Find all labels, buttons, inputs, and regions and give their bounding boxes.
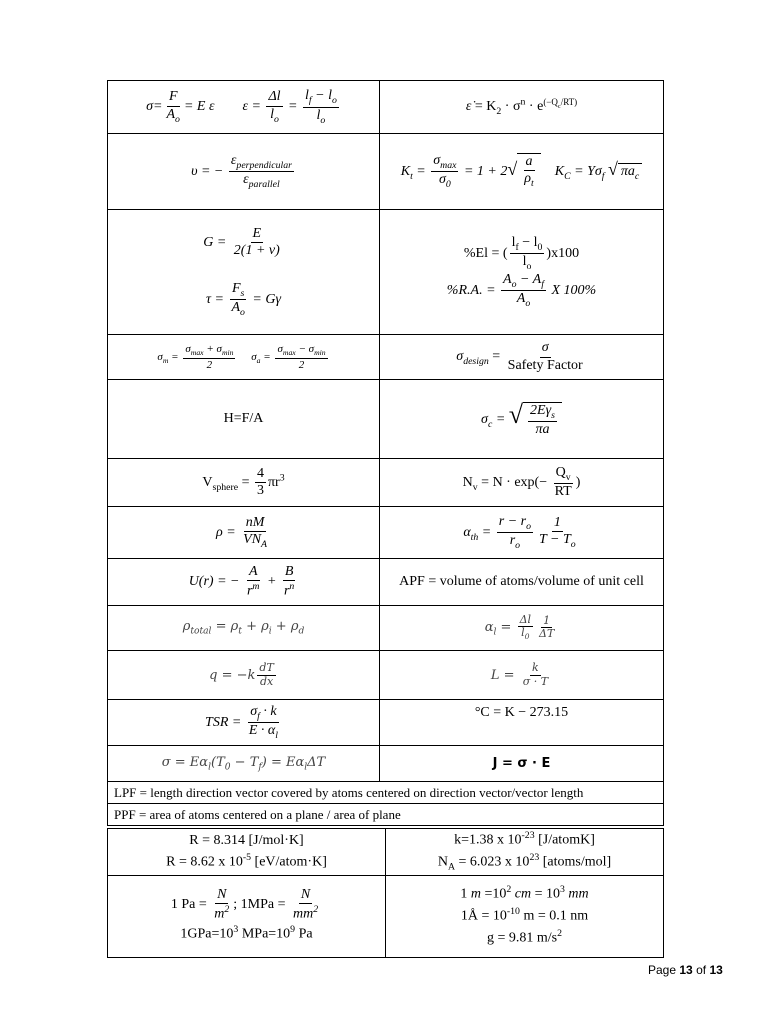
table-row bbox=[108, 335, 664, 380]
density-formula: ρ = $\frac{nM}{VN_A}$ bbox=[215, 514, 268, 550]
formula-cell bbox=[380, 700, 664, 746]
avogadro-number: $N_A = 6.023$ x $10^{23}$ [atoms/mol] bbox=[437, 851, 612, 873]
formula-cell bbox=[380, 81, 664, 134]
gpa-conversion: $1GPa=10^3$ $MPa=10^9$ Pa bbox=[180, 924, 313, 942]
formula-cell bbox=[108, 700, 380, 746]
celsius-kelvin-formula: °C = K − 273.15 bbox=[474, 705, 569, 720]
hardness-formula: H=F/A bbox=[223, 411, 264, 426]
current-density-formula: J = σ · E bbox=[492, 755, 551, 771]
formula-cell bbox=[380, 459, 664, 507]
formula-cell bbox=[380, 746, 664, 782]
table-row bbox=[108, 380, 664, 459]
vacancy-formula: $N_v = N \cdot \exp(-$ $\frac{Q_v}{RT}$ ) bbox=[462, 464, 581, 499]
design-stress-formula: $\sigma_{design}$ = $\frac{\sigma}{\text{Safety Factor}}$ bbox=[456, 340, 583, 373]
formula-cell bbox=[108, 210, 380, 335]
stress-strain-formula: σ= $\frac{F}{A_o}$ = E ε ε = $\frac{\Delta l}{l_o}$ = $\frac{l_f - l_o}{l_o}$ bbox=[146, 88, 337, 126]
table-row bbox=[108, 507, 664, 559]
thermal-expansion-formula: $\alpha_{th}$ = $\frac{r - r_o}{r_o}$ $\frac{1}{T - T_o}$ bbox=[463, 513, 576, 551]
table-row bbox=[108, 81, 664, 134]
potential-energy-formula: U(r) = − $\frac{A}{r^m}$ + $\frac{B}{r^n}$ bbox=[188, 564, 295, 599]
formula-sheet bbox=[107, 80, 661, 958]
formula-cell bbox=[380, 606, 664, 651]
table-row bbox=[108, 804, 664, 826]
boltzmann-constant: k=1.38 x $10^{-23}$ [J/atomK] bbox=[454, 830, 595, 848]
formula-cell bbox=[380, 380, 664, 459]
formula-table bbox=[107, 80, 664, 826]
formula-cell bbox=[380, 335, 664, 380]
gravity-constant: g = 9.81 $m/s^2$ bbox=[486, 928, 563, 946]
lpf-definition: LPF = length direction vector covered by atoms centered on direction vector/vector length bbox=[108, 782, 664, 804]
table-row bbox=[108, 700, 664, 746]
formula-cell bbox=[108, 380, 380, 459]
thermal-stress-formula: $\sigma = E\alpha_l(T_0 - T_f) = E\alpha_l\Delta T$ bbox=[161, 754, 326, 773]
formula-cell bbox=[380, 507, 664, 559]
table-row bbox=[108, 559, 664, 606]
formula-cell bbox=[108, 651, 380, 700]
formula-cell bbox=[380, 210, 664, 335]
formula-cell bbox=[108, 134, 380, 210]
sphere-volume-formula: $V_{sphere}$ = $\frac{4}{3}$ $\pi r^3$ bbox=[202, 465, 285, 498]
meter-conversion: 1 $m =10^2$ cm = $10^3$ mm bbox=[460, 884, 589, 902]
formula-cell bbox=[380, 134, 664, 210]
table-row bbox=[108, 782, 664, 804]
apf-formula: APF = volume of atoms/volume of unit cell bbox=[399, 574, 644, 589]
poisson-formula: υ = − $\frac{\varepsilon_{perpendicular}}{\varepsilon_{parallel}}$ bbox=[191, 152, 292, 190]
table-row bbox=[108, 210, 664, 335]
table-row bbox=[108, 134, 664, 210]
table-row bbox=[108, 459, 664, 507]
formula-cell bbox=[108, 746, 380, 782]
table-row bbox=[108, 746, 664, 782]
formula-cell bbox=[108, 81, 380, 134]
formula-cell bbox=[380, 559, 664, 606]
formula-cell bbox=[108, 459, 380, 507]
resistivity-formula: $\rho_{total} = \rho_t + \rho_i + \rho_d$ bbox=[182, 619, 305, 637]
page-number: Page 13 of 13 bbox=[648, 963, 723, 977]
constants-cell bbox=[386, 875, 664, 957]
constants-cell bbox=[108, 829, 386, 876]
constants-table bbox=[107, 828, 664, 958]
formula-cell bbox=[108, 606, 380, 651]
formula-cell bbox=[108, 559, 380, 606]
table-row bbox=[108, 651, 664, 700]
creep-rate-formula: ε̇ = $K_2 \cdot \sigma^n \cdot e^{(-Q_c/RT)}$ bbox=[465, 96, 578, 118]
table-row bbox=[108, 875, 664, 957]
table-row bbox=[108, 829, 664, 876]
heat-flux-formula: q = −k $\frac{dT}{dx}$ bbox=[209, 660, 274, 688]
pascal-conversion: 1 Pa = $\frac{N}{m^2}$ ; 1MPa = $\frac{N}{mm^2}$ bbox=[170, 887, 319, 922]
constants-cell bbox=[108, 875, 386, 957]
lorenz-formula: L = $\frac{k}{\sigma \cdot T}$ bbox=[490, 660, 549, 688]
elongation-formula: %El = ( $\frac{l_f - l_0}{l_o}$ )x100 bbox=[463, 234, 580, 272]
reduction-area-formula: %R.A. = $\frac{A_o - A_f}{A_o}$ X 100% bbox=[446, 272, 597, 309]
gas-constant-ev: R = 8.62 x $10^{-5}$ [eV/atom·K] bbox=[166, 851, 327, 870]
table-row bbox=[108, 606, 664, 651]
linear-expansion-formula: $\alpha_l$ = $\frac{\Delta l}{l_0}$ $\frac{1}{\Delta T}$ bbox=[484, 612, 555, 642]
griffith-formula: $\sigma_c$ = √ $\frac{2E\gamma_s}{\pi a}$ bbox=[481, 412, 562, 427]
formula-cell bbox=[380, 651, 664, 700]
stress-concentration-formula: $K_t$ = $\frac{\sigma_{max}}{\sigma_0}$ = 1 + 2√ $\frac{a}{\rho_t}$ $K_C = Y\sigma_f$ √ $\pi a_c$ bbox=[401, 164, 643, 179]
angstrom-conversion: 1Å = $10^{-10}$ m = 0.1 nm bbox=[460, 906, 589, 924]
gas-constant-joule: R = 8.314 [J/mol·K] bbox=[189, 832, 304, 848]
ppf-definition: PPF = area of atoms centered on a plane / area of plane bbox=[108, 804, 664, 826]
shear-stress-formula: τ = $\frac{F_s}{A_o}$ = Gγ bbox=[205, 281, 281, 318]
tsr-formula: TSR = $\frac{\sigma_f \cdot k}{E \cdot \alpha_l}$ bbox=[205, 703, 278, 741]
fatigue-stress-formula: $\sigma_m$ = $\frac{\sigma_{max} + \sigma_{min}}{2}$ $\sigma_a$ = $\frac{\sigma_{max} - \sigma_{min}}{2}$ bbox=[157, 342, 326, 371]
formula-cell bbox=[108, 335, 380, 380]
formula-cell bbox=[108, 507, 380, 559]
constants-cell bbox=[386, 829, 664, 876]
shear-modulus-formula: G = $\frac{E}{2(1 + \nu)}$ bbox=[203, 225, 280, 258]
